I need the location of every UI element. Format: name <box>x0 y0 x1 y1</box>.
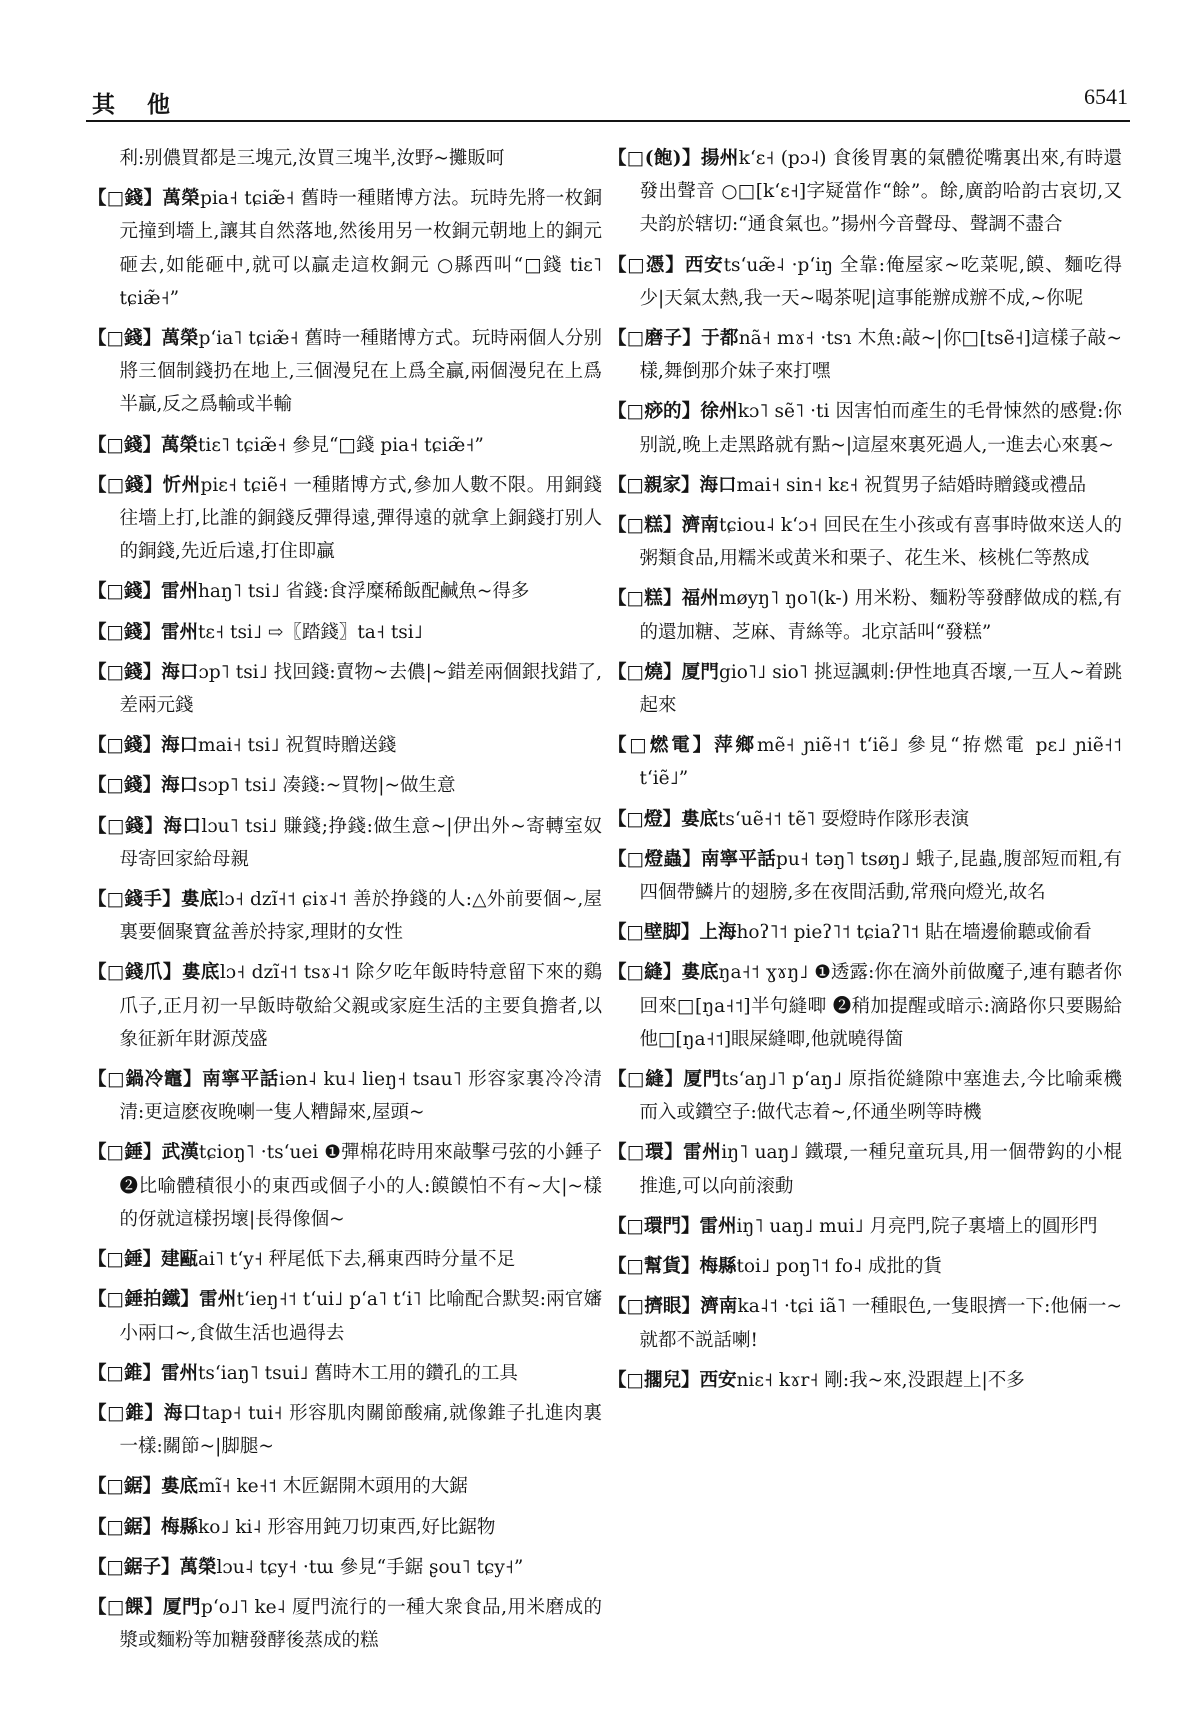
entry-definition: ka˨˦ ·tɕi iã˥ 一種眼色,一隻眼擠一下:他倆一~就都不説話喇! <box>639 1296 1122 1351</box>
entry-definition: møyŋ˥ ŋo˥(k-) 用米粉、麵粉等發酵做成的糕,有的還加糖、芝麻、青絲等。北京話叫“發糕” <box>639 588 1122 643</box>
entry-headword: 【□錢手】婁底 <box>88 889 219 911</box>
entry-headword: 【□錢爪】婁底 <box>88 962 220 984</box>
dictionary-entry <box>88 1397 602 1463</box>
entry-definition: lɔ˧ dzĩ˧˦ tsɤ˨˦ 除夕吃年飯時特意留下來的鷄爪子,正月初一早飯時敬給父親或家庭生活的主要負擔者,以象征新年財源茂盛 <box>119 962 602 1050</box>
entry-headword: 【□(飽)】揚州 <box>608 148 739 169</box>
dictionary-entry <box>88 429 602 462</box>
dictionary-entry <box>608 322 1122 388</box>
dictionary-entry <box>88 810 602 876</box>
header-rule <box>86 120 1130 122</box>
dictionary-entry <box>88 1357 602 1390</box>
entry-headword: 【□燃電】萍鄉 <box>608 735 757 757</box>
entry-headword: 【□鋸】婁底 <box>88 1476 198 1498</box>
dictionary-entry <box>88 1243 602 1276</box>
dictionary-entry <box>88 1063 602 1129</box>
dictionary-entry <box>608 656 1122 722</box>
entry-definition: pia˧ tɕiæ̃˧ 舊時一種賭博方法。玩時先將一枚銅元撞到墻上,讓其自然落地,然後用另一枚銅元朝地上的銅元砸去,如能砸中,就可以贏走這枚銅元 ○縣西叫“□錢 tiɛ˥ tɕiæ̃˧” <box>119 188 603 309</box>
entry-definition: tsʻuẽ˧˦ tẽ˥ 耍燈時作隊形表演 <box>717 808 970 830</box>
entry-definition: tʻieŋ˧˦ tʻui˩ pʻa˥ tʻi˥ 比喻配合默契:兩官嬸小兩口~,食做生活也過得去 <box>119 1289 602 1344</box>
right-column <box>608 142 1122 1404</box>
dictionary-entry <box>88 1136 602 1236</box>
entry-definition: pʻo˩˥ ke˨ 厦門流行的一種大衆食品,用米磨成的漿或麵粉等加糖發酵後蒸成的糕 <box>119 1596 602 1652</box>
dictionary-entry <box>608 1250 1122 1283</box>
entry-headword: 【□痧的】徐州 <box>608 401 738 423</box>
entry-headword: 【□錢】海口 <box>88 661 199 683</box>
dictionary-entry <box>88 182 602 315</box>
entry-definition: pu˧ təŋ˥ tsøŋ˩ 蛾子,昆蟲,腹部短而粗,有四個帶鱗片的翅膀,多在夜間活動,常飛向燈光,故名 <box>639 848 1122 904</box>
dictionary-entry <box>608 142 1122 242</box>
dictionary-entry <box>608 1063 1122 1129</box>
entry-headword: 【□錢】海口 <box>88 775 198 797</box>
dictionary-entry <box>88 1283 602 1349</box>
entry-headword: 【□錐】雷州 <box>88 1362 198 1384</box>
entry-definition: ai˥ tʻy˧ 秤尾低下去,稱東西時分量不足 <box>197 1249 516 1271</box>
entry-definition: iŋ˥ uaŋ˩ 鐵環,一種兒童玩具,用一個帶鈎的小棍推進,可以向前滚動 <box>639 1142 1122 1197</box>
entry-headword: 【□鍋冷竈】南寧平話 <box>88 1069 279 1091</box>
entry-headword: 【□縫】婁底 <box>608 962 719 984</box>
dictionary-entry <box>88 956 602 1056</box>
entry-headword: 【□鋸】梅縣 <box>88 1516 198 1538</box>
entry-definition: mai˧ tsi˩ 祝賀時贈送錢 <box>197 735 397 757</box>
entry-definition: haŋ˥ tsi˩ 省錢:食浮糜稀飯配鹹魚~得多 <box>197 581 530 603</box>
entry-headword: 【□縫】厦門 <box>608 1069 722 1091</box>
entry-definition: toi˩ poŋ˥˦ fo˨ 成批的貨 <box>736 1256 942 1278</box>
entry-headword: 【□壁脚】上海 <box>608 922 737 944</box>
dictionary-entry <box>608 916 1122 949</box>
entry-definition: gio˥˩ sio˥ 挑逗諷刺:伊性地真否壞,一互人~着跳起來 <box>639 661 1122 717</box>
dictionary-entry <box>88 575 602 608</box>
entry-definition: tsʻuæ̃˨ ·pʻiŋ 全靠:俺屋家~吃菜呢,饃、麵吃得少|天氣太熱,我一天~喝茶呢|這事能辦成辦不成,~你呢 <box>639 254 1122 309</box>
entry-definition: piɛ˧ tɕiẽ˧ 一種賭博方式,參加人數不限。用銅錢往墻上打,比誰的銅錢反彈得遠,彈得遠的就拿上銅錢打别人的銅錢,先近后遠,打住即贏 <box>119 474 602 563</box>
entry-definition: tɕiou˨ kʻɔ˧ 回民在生小孩或有喜事時做來送人的粥類食品,用糯米或黄米和栗子、花生米、核桃仁等熬成 <box>639 515 1122 570</box>
section-title: 其 他 <box>92 92 183 118</box>
entry-definition: iən˨ ku˨ lieŋ˧ tsau˥ 形容家裏冷冷清清:更這麽夜晚喇一隻人糟歸來,屋頭~ <box>119 1069 602 1124</box>
entry-headword: 【□錘】建甌 <box>88 1249 198 1271</box>
dictionary-entry <box>88 729 602 762</box>
entry-definition: hoʔ˥˦ pieʔ˥˦ tɕiaʔ˥˦ 貼在墻邊偷聽或偷看 <box>736 922 1092 944</box>
dictionary-entry <box>88 616 602 649</box>
dictionary-entry <box>88 1511 602 1544</box>
entry-definition: 利:别儂買都是三塊元,汝買三塊半,汝野~攤販呵 <box>119 148 505 169</box>
entry-headword: 【□擠眼】濟南 <box>608 1296 738 1318</box>
dictionary-entry <box>608 1136 1122 1202</box>
entry-headword: 【□錢】雷州 <box>88 621 198 643</box>
entry-headword: 【□擱兒】西安 <box>608 1369 737 1391</box>
entry-headword: 【□錢】海口 <box>88 735 198 757</box>
dictionary-entry <box>88 1470 602 1503</box>
dictionary-entry <box>88 469 602 569</box>
entry-headword: 【□錢】海口 <box>88 815 202 837</box>
entry-definition: niɛ˧ kɤr˧ 剛:我~來,没跟趕上|不多 <box>736 1369 1025 1391</box>
left-column <box>88 142 602 1664</box>
entry-headword: 【□環門】雷州 <box>608 1215 737 1237</box>
entry-definition: lɔ˧ dzĩ˧˦ ɕiɤ˨˦ 善於挣錢的人:△外前要個~,屋裏要個聚寶盆善於持家,理財的女性 <box>119 889 602 944</box>
dictionary-entry <box>608 249 1122 315</box>
entry-definition: iŋ˥ uaŋ˩ mui˩ 月亮門,院子裏墻上的圓形門 <box>736 1215 1098 1237</box>
dictionary-entry <box>608 582 1122 648</box>
entry-headword: 【□憑】西安 <box>608 254 724 276</box>
entry-headword: 【□糕】濟南 <box>608 515 719 537</box>
entry-headword: 【□鋸子】萬榮 <box>88 1556 217 1578</box>
entry-definition: tsʻiaŋ˥ tsui˩ 舊時木工用的鑽孔的工具 <box>197 1362 518 1384</box>
dictionary-entry <box>88 769 602 802</box>
dictionary-entry <box>608 729 1122 795</box>
dictionary-entry <box>608 1210 1122 1243</box>
entry-definition: ɔp˥ tsi˩ 找回錢:賣物~去儂|~錯差兩個銀找錯了,差兩元錢 <box>119 661 602 717</box>
dictionary-entry <box>88 142 602 175</box>
entry-definition: tiɛ˥ tɕiæ̃˧ 參見“□錢 pia˧ tɕiæ̃˧” <box>197 434 484 456</box>
entry-headword: 【□錢】萬榮 <box>88 434 198 456</box>
entry-headword: 【□錢】雷州 <box>88 581 198 603</box>
page-number: 6541 <box>1084 84 1128 109</box>
dictionary-entry <box>88 656 602 722</box>
dictionary-entry <box>88 883 602 949</box>
dictionary-entry <box>608 469 1122 502</box>
entry-headword: 【□餜】厦門 <box>88 1596 201 1618</box>
entry-headword: 【□錢】萬榮 <box>88 328 199 350</box>
entry-headword: 【□錢】忻州 <box>88 474 201 496</box>
entry-headword: 【□燈蟲】南寧平話 <box>608 848 777 870</box>
dictionary-entry <box>608 509 1122 575</box>
entry-definition: lɔu˥ tsi˩ 賺錢;挣錢:做生意~|伊出外~寄轉室奴母寄回家給母親 <box>119 815 602 870</box>
entry-headword: 【□燒】厦門 <box>608 661 720 683</box>
dictionary-entry <box>88 1551 602 1584</box>
entry-definition: mai˧ sin˧ kɛ˧ 祝賀男子結婚時贈錢或禮品 <box>736 474 1087 496</box>
entry-headword: 【□錢】萬榮 <box>88 188 201 210</box>
page-header <box>88 76 1128 120</box>
entry-definition: ko˩ ki˨ 形容用鈍刀切東西,好比鋸物 <box>197 1516 496 1538</box>
entry-definition: pʻia˥ tɕiæ̃˧ 舊時一種賭博方式。玩時兩個人分别將三個制錢扔在地上,三個漫兒在上爲全贏,兩個漫兒在上爲半贏,反之爲輸或半輸 <box>119 328 603 416</box>
entry-definition: tɕioŋ˥ ·tsʻuei ❶彈棉花時用來敲擊弓弦的小錘子 ❷比喻體積很小的東西或個子小的人:饃饃怕不有~大|~樣的伢就這樣拐壞|長得像個~ <box>119 1142 602 1230</box>
entry-headword: 【□錐】海口 <box>88 1402 203 1424</box>
entry-headword: 【□磨子】于都 <box>608 328 739 350</box>
dictionary-entry <box>608 803 1122 836</box>
entry-definition: tsʻaŋ˩˥ pʻaŋ˩ 原指從縫隙中塞進去,今比喻乘機而入或鑽空子:做代志着~,伓通坐咧等時機 <box>639 1069 1122 1124</box>
entry-headword: 【□燈】婁底 <box>608 808 718 830</box>
dictionary-entry <box>608 395 1122 461</box>
dictionary-entry <box>608 1364 1122 1397</box>
entry-definition: kɔ˥ sẽ˥ ·ti 因害怕而產生的毛骨悚然的感覺:你别説,晚上走黑路就有點~|這屋來裏死過人,一進去心來裏~ <box>639 401 1122 456</box>
entry-headword: 【□環】雷州 <box>608 1142 722 1164</box>
entry-headword: 【□親家】海口 <box>608 474 737 496</box>
entry-headword: 【□糕】福州 <box>608 588 719 610</box>
dictionary-entry <box>88 1591 602 1657</box>
entry-definition: sɔp˥ tsi˩ 凑錢:~買物|~做生意 <box>197 775 456 797</box>
entry-definition: mẽ˧ ɲiẽ˧˦ tʻiẽ˩ 參見“拵燃電 pɛ˩ ɲiẽ˧˦ tʻiẽ˩” <box>639 735 1122 790</box>
entry-definition: nã˧ mɤ˧ ·tsɿ 木魚:敲~|你□[tsẽ˧]這樣子敲~樣,舞倒那介妹子來打嘿 <box>639 328 1123 383</box>
entry-definition: lɔu˨ tɕy˧ ·tɯ 參見“手鋸 ʂou˥ tɕy˧” <box>216 1556 524 1578</box>
entry-definition: ŋa˧˦ ɣɤŋ˩ ❶透露:你在滴外前做魔子,連有聽者你回來□[ŋa˧˦]半句縫唧 ❷稍加提醒或暗示:滴路你只要賜給他□[ŋa˧˦]眼屎縫唧,他就曉得箇 <box>639 962 1122 1050</box>
dictionary-entry <box>88 322 602 422</box>
entry-definition: kʻɛ˧ (pɔ˨) 食後胃裏的氣體從嘴裏出來,有時還發出聲音 ○□[kʻɛ˧]字疑當作“餘”。餘,廣韵哈韵古哀切,又夬韵於辖切:“通食氣也。”揚州今音聲母、聲調不盡合 <box>639 148 1122 236</box>
entry-definition: tɛ˧ tsi˩ ⇨〖踏錢〗ta˧ tsi˩ <box>197 621 423 643</box>
entry-headword: 【□錘拍鐵】雷州 <box>88 1289 237 1311</box>
dictionary-entry <box>608 1290 1122 1356</box>
entry-definition: tap˧ tui˧ 形容肌肉關節酸痛,就像錐子扎進肉裏一樣:關節~|脚腿~ <box>119 1402 602 1458</box>
dictionary-entry <box>608 843 1122 909</box>
entry-headword: 【□錘】武漢 <box>88 1142 199 1164</box>
dictionary-entry <box>608 956 1122 1056</box>
entry-definition: mĩ˧ ke˧˦ 木匠鋸開木頭用的大鋸 <box>197 1476 468 1498</box>
entry-headword: 【□幫貨】梅縣 <box>608 1256 737 1278</box>
